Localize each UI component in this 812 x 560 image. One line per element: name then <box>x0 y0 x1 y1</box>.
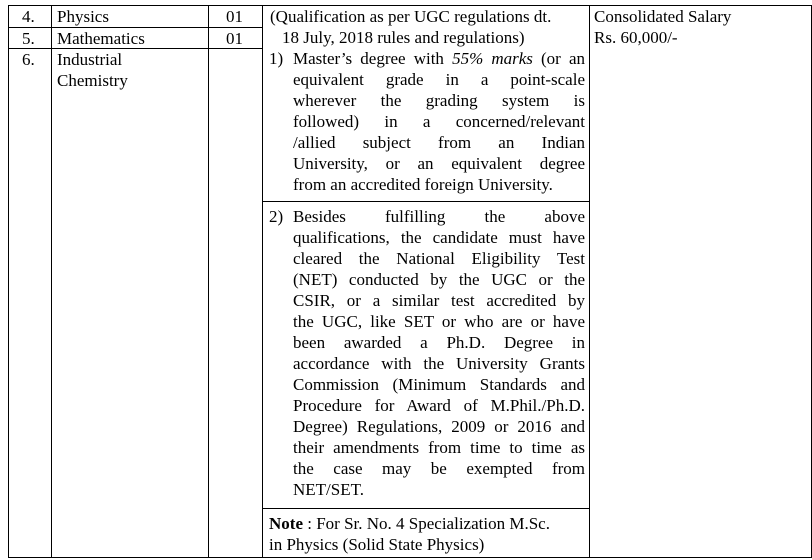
point2-line: CSIR, or a similar test accredited by <box>293 291 585 310</box>
point1-line: equivalent grade in a point-scale <box>293 70 585 89</box>
point2-line: Degree) Regulations, 2009 or 2016 and <box>293 417 585 436</box>
subject-physics: Physics <box>57 7 109 26</box>
salary-amount: Rs. 60,000/- <box>594 28 678 47</box>
column-divider-subject <box>208 5 209 558</box>
column-divider-qualification <box>589 5 590 558</box>
sr-no-4: 4. <box>22 7 35 26</box>
italic-marks: 55% marks <box>452 49 533 68</box>
point1-line: wherever the grading system is <box>293 91 585 110</box>
point2-line: Procedure for Award of M.Phil./Ph.D. <box>293 396 585 415</box>
point-divider <box>262 201 589 202</box>
point1-line: Master’s degree with 55% marks (or an <box>293 49 586 68</box>
note-divider <box>262 508 589 509</box>
point2-line: Commission (Minimum Standards and <box>293 375 585 394</box>
point2-line: accordance with the University Grants <box>293 354 585 373</box>
point1-number: 1) <box>269 49 284 68</box>
subject-mathematics: Mathematics <box>57 29 145 48</box>
qualification-intro-line2: 18 July, 2018 rules and regulations) <box>282 28 525 47</box>
salary-label: Consolidated Salary <box>594 7 732 26</box>
table-border-bottom <box>8 557 812 558</box>
posts-physics: 01 <box>226 7 243 26</box>
sr-no-6: 6. <box>22 50 35 69</box>
note-text: : For Sr. No. 4 Specialization M.Sc. <box>302 514 550 533</box>
point1-line: from an accredited foreign University. <box>293 175 553 194</box>
note-label: Note <box>269 514 303 533</box>
point2-line: the UGC, like SET or who are or have <box>293 312 585 331</box>
subject-industrial-chemistry-line2: Chemistry <box>57 71 128 90</box>
point2-number: 2) <box>269 207 284 226</box>
point2-line: the case may be exempted from <box>293 459 585 478</box>
column-divider-posts <box>262 5 263 558</box>
posts-mathematics: 01 <box>226 29 243 48</box>
column-divider-sr <box>51 5 52 558</box>
note-line2: in Physics (Solid State Physics) <box>269 535 485 554</box>
point2-line: been awarded a Ph.D. Degree in <box>293 333 585 352</box>
qualification-intro-line1: (Qualification as per UGC regulations dt. <box>270 7 552 26</box>
point1-line: University, or an equivalent degree <box>293 154 585 173</box>
point2-line: qualifications, the candidate must have <box>293 228 585 247</box>
sr-no-5: 5. <box>22 29 35 48</box>
point2-line: Besides fulfilling the above <box>293 207 585 226</box>
point2-line: their amendments from time to time as <box>293 438 585 457</box>
point2-line: (NET) conducted by the UGC or the <box>293 270 585 289</box>
subject-industrial-chemistry-line1: Industrial <box>57 50 123 69</box>
point1-line: /allied subject from an Indian <box>293 133 585 152</box>
table-border-left <box>8 5 9 558</box>
note-line1 <box>269 513 550 534</box>
point2-line: cleared the National Eligibility Test <box>293 249 585 268</box>
point2-line: NET/SET. <box>293 480 364 499</box>
point1-line: followed) in a concerned/relevant <box>293 112 585 131</box>
